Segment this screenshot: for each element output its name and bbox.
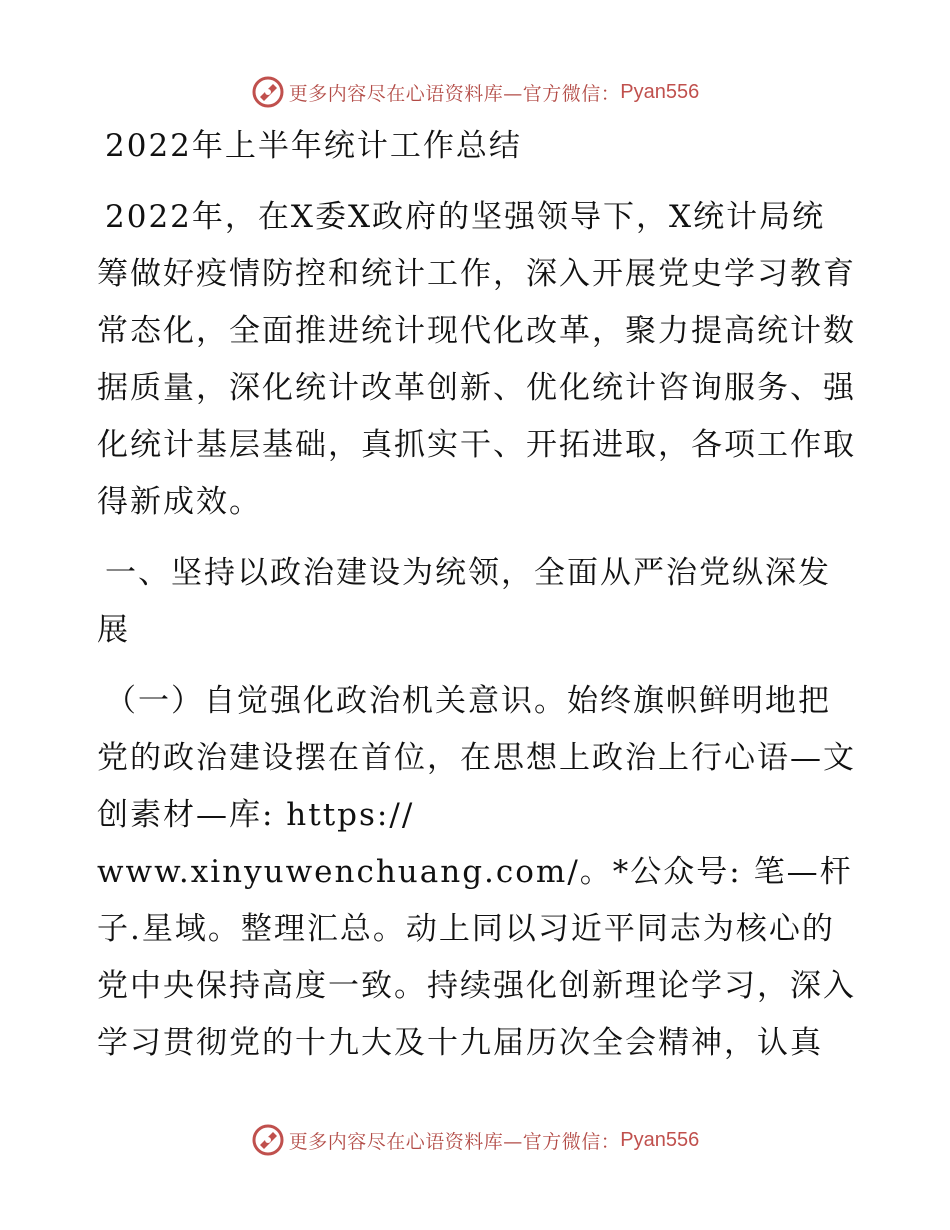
watermark-banner-bottom (0, 1120, 950, 1160)
subsection-paragraph-part2: www.xinyuwenchuang.com/。*公众号: 笔—杆子.星域。整理汇总。动上同以习近平同志为核心的党中央保持高度一致。持续强化创新理论学习，深入学习贯彻党的十九大及十九届历次全会精神，认真 (97, 854, 856, 1061)
watermark-text: 更多内容尽在心语资料库—官方微信： (288, 1130, 621, 1153)
watermark-text: 更多内容尽在心语资料库—官方微信： (288, 82, 621, 105)
watermark-logo-icon (251, 1123, 285, 1157)
document-body (97, 118, 857, 1072)
watermark-id: Pyan556 (620, 80, 700, 103)
watermark-banner-top (0, 72, 950, 112)
watermark-id: Pyan556 (620, 1128, 700, 1151)
intro-paragraph: 2022年，在X委X政府的坚强领导下，X统计局统筹做好疫情防控和统计工作，深入开展党史学习教育常态化，全面推进统计现代化改革，聚力提高统计数据质量，深化统计改革创新、优化统计咨询服务、强化统计基层基础，真抓实干、开拓进取，各项工作取得新成效。 (97, 199, 856, 520)
subsection-paragraph-part1: （一）自觉强化政治机关意识。始终旗帜鲜明地把党的政治建设摆在首位，在思想上政治上行心语—文创素材—库: https:// (97, 683, 856, 833)
watermark-logo-icon (251, 75, 285, 109)
section-heading-1: 一、坚持以政治建设为统领，全面从严治党纵深发展 (97, 555, 831, 648)
document-title: 2022年上半年统计工作总结 (105, 128, 522, 164)
